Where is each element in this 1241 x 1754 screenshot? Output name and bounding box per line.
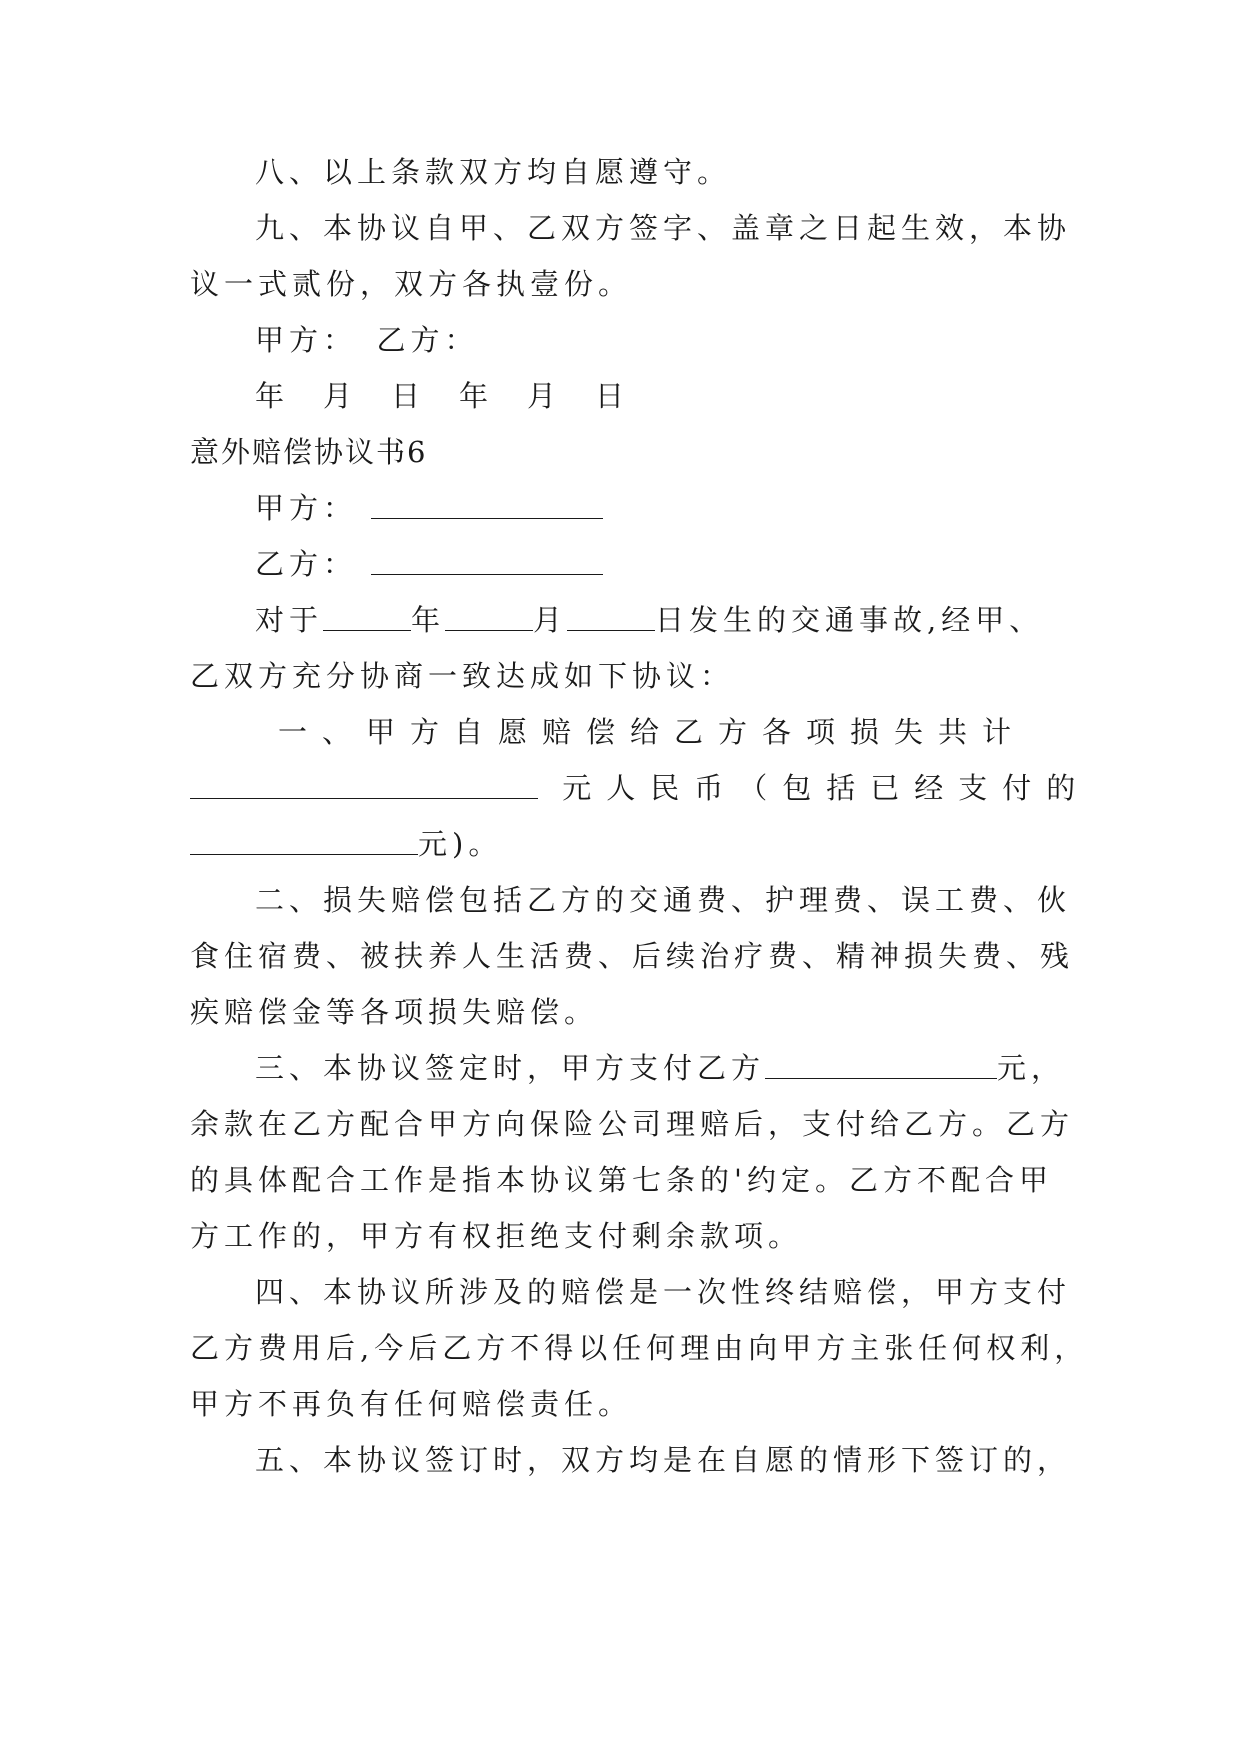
clause-9-text-1: 九、本协议自甲、乙双方签字、盖章之日起生效，本协 bbox=[255, 211, 1072, 245]
total-amount-blank bbox=[190, 768, 538, 799]
signature-dates-text: 年 月 日 年 月 日 bbox=[255, 379, 630, 413]
clause-9-line-1 bbox=[255, 208, 1071, 248]
accident-text-day: 日发生的交通事故,经甲、 bbox=[655, 603, 1044, 637]
section-title bbox=[190, 432, 427, 472]
clause-2-text-2: 食住宿费、被扶养人生活费、后续治疗费、精神损失费、残 bbox=[190, 939, 1075, 973]
clause-3-text-2: 余款在乙方配合甲方向保险公司理赔后，支付给乙方。乙方 bbox=[190, 1107, 1075, 1141]
party-b-line bbox=[255, 544, 603, 584]
clause-4-line-3 bbox=[190, 1384, 632, 1424]
clause-5-line-1 bbox=[255, 1440, 1071, 1480]
clause-2-text-3: 疾赔偿金等各项损失赔偿。 bbox=[190, 995, 599, 1029]
clause-4-text-3: 甲方不再负有任何赔偿责任。 bbox=[190, 1387, 633, 1421]
clause-4-line-2 bbox=[190, 1328, 1088, 1368]
accident-text-month: 月 bbox=[533, 603, 568, 637]
clause-9-text-2: 议一式贰份，双方各执壹份。 bbox=[190, 267, 633, 301]
clause-3-text-4: 方工作的，甲方有权拒绝支付剩余款项。 bbox=[190, 1219, 803, 1253]
clause-3-text-unit: 元， bbox=[997, 1051, 1066, 1085]
clause-5-text-1: 五、本协议签订时，双方均是在自愿的情形下签订的， bbox=[255, 1443, 1072, 1477]
agreement-intro-text: 乙双方充分协商一致达成如下协议： bbox=[190, 659, 735, 693]
clause-4-text-2: 乙方费用后,今后乙方不得以任何理由向甲方主张任何权利， bbox=[190, 1331, 1089, 1365]
clause-3-text-3: 的具体配合工作是指本协议第七条的'约定。乙方不配合甲 bbox=[190, 1163, 1053, 1197]
clause-2-line-1 bbox=[255, 880, 1071, 920]
accident-date-line bbox=[255, 600, 1043, 640]
initial-payment-blank bbox=[765, 1048, 997, 1079]
signature-dates bbox=[255, 376, 629, 416]
day-blank bbox=[567, 600, 655, 631]
clause-4-text-1: 四、本协议所涉及的赔偿是一次性终结赔偿，甲方支付 bbox=[255, 1275, 1072, 1309]
clause-1-line-2 bbox=[190, 768, 1090, 808]
clause-9-line-2 bbox=[190, 264, 632, 304]
clause-3-line-3 bbox=[190, 1160, 1053, 1200]
signature-parties bbox=[255, 320, 479, 360]
party-a-line bbox=[255, 488, 603, 528]
clause-3-line-1 bbox=[255, 1048, 1065, 1088]
clause-3-line-4 bbox=[190, 1216, 802, 1256]
clause-8-text: 八、以上条款双方均自愿遵守。 bbox=[255, 155, 732, 189]
clause-1-text-3: 元)。 bbox=[418, 827, 503, 861]
clause-2-line-3 bbox=[190, 992, 598, 1032]
section-title-text: 意外赔偿协议书6 bbox=[190, 435, 428, 469]
signature-parties-text: 甲方： 乙方： bbox=[255, 323, 479, 357]
month-blank bbox=[445, 600, 533, 631]
accident-text-year: 年 bbox=[411, 603, 446, 637]
accident-text-1: 对于 bbox=[255, 603, 324, 637]
clause-4-line-1 bbox=[255, 1272, 1071, 1312]
party-b-blank bbox=[371, 544, 603, 575]
clause-3-line-2 bbox=[190, 1104, 1074, 1144]
agreement-intro bbox=[190, 656, 734, 696]
clause-2-text-1: 二、损失赔偿包括乙方的交通费、护理费、误工费、伙 bbox=[255, 883, 1072, 917]
party-a-label: 甲方： bbox=[255, 491, 358, 525]
clause-2-line-2 bbox=[190, 936, 1074, 976]
clause-1-text-2: 元人民币（包括已经支付的 bbox=[562, 771, 1091, 805]
clause-8 bbox=[255, 152, 731, 192]
party-b-label: 乙方： bbox=[255, 547, 358, 581]
clause-1-line-3 bbox=[190, 824, 502, 864]
clause-3-text-1: 三、本协议签定时，甲方支付乙方 bbox=[255, 1051, 766, 1085]
clause-1-line-1 bbox=[278, 712, 1026, 752]
clause-1-text-1: 一、甲方自愿赔偿给乙方各项损失共计 bbox=[278, 715, 1027, 749]
party-a-blank bbox=[371, 488, 603, 519]
year-blank bbox=[323, 600, 411, 631]
paid-amount-blank bbox=[190, 824, 418, 855]
